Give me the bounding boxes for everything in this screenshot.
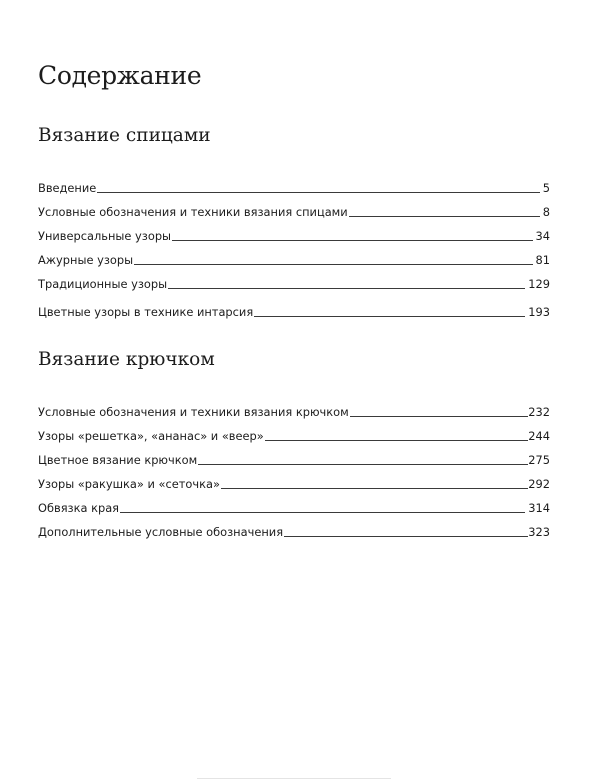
toc-entry-page: 292: [528, 476, 550, 491]
toc-leader-line: [198, 464, 528, 465]
toc-entry-label: Узоры «решетка», «ананас» и «веер»: [38, 428, 264, 443]
toc-leader-line: [265, 440, 529, 441]
toc-entry-label: Дополнительные условные обозначения: [38, 524, 284, 539]
toc-entry[interactable]: [38, 394, 550, 418]
toc-entry-page: 8: [542, 204, 550, 219]
toc-entry-label: Узоры «ракушка» и «сеточка»: [38, 476, 220, 491]
toc-leader-line: [254, 316, 525, 317]
toc-list-knitting: [38, 170, 550, 318]
toc-leader-line: [221, 488, 528, 489]
toc-entry-page: 244: [528, 428, 550, 443]
toc-entry-page: 275: [528, 452, 550, 467]
toc-entry[interactable]: [38, 170, 550, 194]
toc-entry-label: Цветные узоры в технике интарсия: [38, 304, 254, 319]
toc-entry[interactable]: [38, 266, 550, 290]
toc-leader-line: [168, 288, 525, 289]
toc-entry-label: Условные обозначения и техники вязания крючком: [38, 404, 349, 419]
page-title: Содержание: [38, 61, 202, 90]
toc-entry-label: Введение: [38, 180, 97, 195]
toc-entry-page: 193: [528, 304, 550, 319]
toc-leader-line: [172, 240, 532, 241]
toc-entry[interactable]: [38, 294, 550, 318]
toc-entry[interactable]: [38, 418, 550, 442]
toc-entry-label: Ажурные узоры: [38, 252, 134, 267]
toc-entry[interactable]: [38, 194, 550, 218]
toc-leader-line: [349, 216, 540, 217]
toc-leader-line: [284, 536, 528, 537]
toc-leader-line: [97, 192, 539, 193]
toc-entry[interactable]: [38, 242, 550, 266]
toc-entry[interactable]: [38, 514, 550, 538]
toc-entry-page: 129: [528, 276, 550, 291]
toc-entry-page: 81: [535, 252, 550, 267]
toc-entry-label: Традиционные узоры: [38, 276, 168, 291]
toc-entry[interactable]: [38, 218, 550, 242]
toc-leader-line: [120, 512, 525, 513]
toc-entry[interactable]: [38, 466, 550, 490]
toc-entry-page: 34: [535, 228, 550, 243]
section-title-knitting: Вязание спицами: [38, 125, 211, 146]
toc-entry-label: Обвязка края: [38, 500, 120, 515]
toc-leader-line: [134, 264, 532, 265]
toc-leader-line: [350, 416, 529, 417]
bottom-divider: [197, 778, 391, 779]
toc-entry-page: 314: [528, 500, 550, 515]
toc-entry-page: 323: [528, 524, 550, 539]
toc-entry-page: 232: [528, 404, 550, 419]
toc-entry-label: Цветное вязание крючком: [38, 452, 198, 467]
section-title-crochet: Вязание крючком: [38, 349, 215, 370]
toc-entry[interactable]: [38, 490, 550, 514]
toc-list-crochet: [38, 394, 550, 538]
toc-entry-label: Условные обозначения и техники вязания спицами: [38, 204, 348, 219]
toc-entry-label: Универсальные узоры: [38, 228, 172, 243]
toc-entry[interactable]: [38, 442, 550, 466]
toc-entry-page: 5: [542, 180, 550, 195]
